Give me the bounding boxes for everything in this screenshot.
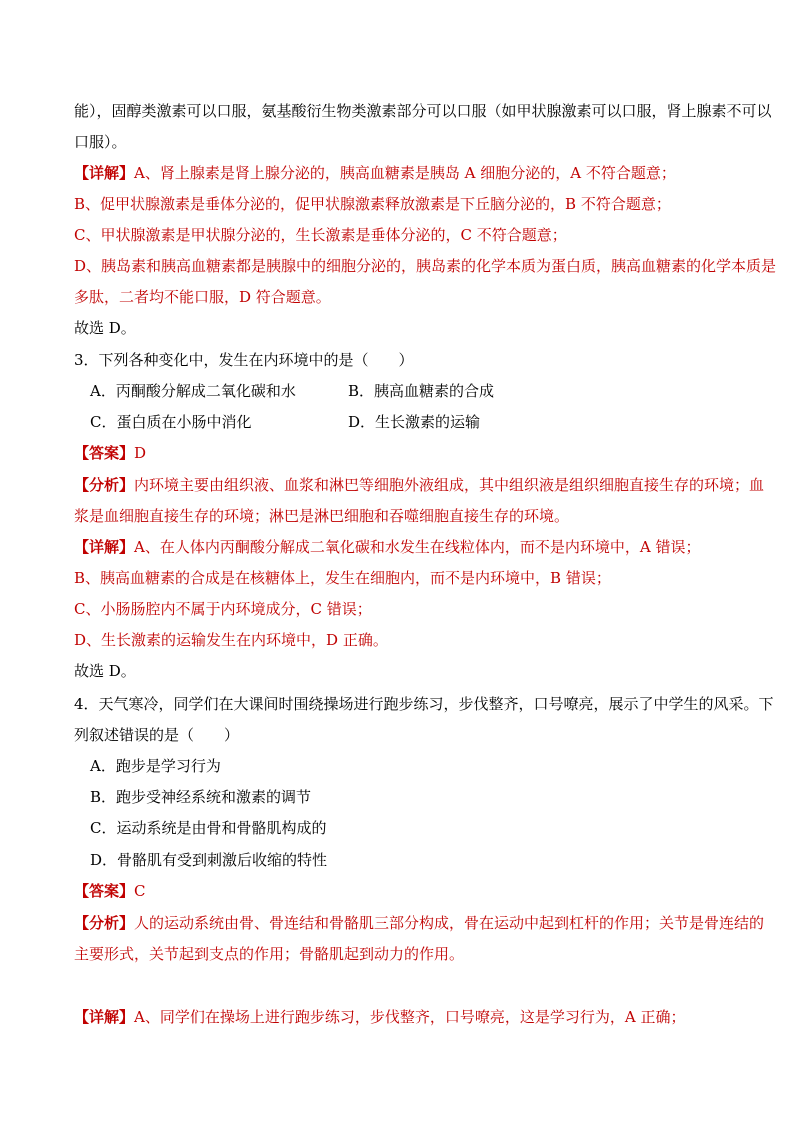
q3-stem: 3．下列各种变化中，发生在内环境中的是（ ） [74,351,414,369]
q4-option-a: A．跑步是学习行为 [90,757,221,775]
q2-conclusion: 故选 D。 [74,319,136,337]
q4-option-b: B．跑步受神经系统和激素的调节 [90,788,312,806]
q2-detail-c: C、甲状腺激素是甲状腺分泌的，生长激素是垂体分泌的，C 不符合题意； [74,226,567,244]
q3-conclusion: 故选 D。 [74,662,136,680]
q3-option-a: A．丙酮酸分解成二氧化碳和水 [90,382,296,400]
q2-explanation-line2: 口服）。 [74,133,127,151]
q3-option-d: D．生长激素的运输 [348,413,481,431]
q2-detail-d1: D、胰岛素和胰高血糖素都是胰腺中的细胞分泌的，胰岛素的化学本质为蛋白质，胰高血糖素的化学本质是 [74,257,777,275]
q3-detail-c: C、小肠肠腔内不属于内环境成分，C 错误； [74,600,372,618]
answer-tag: 【答案】 [74,882,135,900]
q2-detail-a [74,163,676,183]
q4-stem-line1: 4．天气寒冷，同学们在大课间时围绕操场进行跑步练习，步伐整齐，口号嘹亮，展示了中学生的风采。下 [74,695,774,713]
q4-answer [74,881,146,901]
q2-explanation-line1: 能），固醇类激素可以口服，氨基酸衍生物类激素部分可以口服（如甲状腺激素可以口服，肾上腺素不可以 [74,102,772,120]
q3-analysis-line1 [74,475,764,495]
q3-answer-value: D [134,444,147,462]
q3-option-c: C．蛋白质在小肠中消化 [90,413,252,431]
q3-analysis-line2: 浆是血细胞直接生存的环境；淋巴是淋巴细胞和吞噬细胞直接生存的环境。 [74,507,570,525]
q4-option-d: D．骨骼肌有受到刺激后收缩的特性 [90,851,328,869]
q3-detail-a [74,537,700,557]
q4-stem-line2: 列叙述错误的是（ ） [74,726,240,744]
analysis-tag: 【分析】 [74,476,135,494]
q3-analysis-text: 内环境主要由组织液、血浆和淋巴等细胞外液组成，其中组织液是组织细胞直接生存的环境；血 [134,476,765,494]
q4-analysis-line1 [74,913,764,933]
q4-analysis-line2: 主要形式，关节起到支点的作用；骨骼肌起到动力的作用。 [74,945,465,963]
q3-detail-b: B、胰高血糖素的合成是在核糖体上，发生在细胞内，而不是内环境中，B 错误； [74,569,611,587]
q2-detail-d2: 多肽，二者均不能口服，D 符合题意。 [74,288,331,306]
detail-tag: 【详解】 [74,164,135,182]
q3-detail-d: D、生长激素的运输发生在内环境中，D 正确。 [74,631,388,649]
answer-tag: 【答案】 [74,444,135,462]
q3-answer [74,443,146,463]
q4-option-c: C．运动系统是由骨和骨骼肌构成的 [90,819,327,837]
detail-tag: 【详解】 [74,1008,135,1026]
q3-option-b: B．胰高血糖素的合成 [348,382,495,400]
q2-detail-b: B、促甲状腺激素是垂体分泌的，促甲状腺激素释放激素是下丘脑分泌的，B 不符合题意； [74,195,671,213]
q4-answer-value: C [134,882,146,900]
q4-detail-a-text: A、同学们在操场上进行跑步练习，步伐整齐，口号嘹亮，这是学习行为，A 正确； [134,1008,686,1026]
detail-tag: 【详解】 [74,538,135,556]
analysis-tag: 【分析】 [74,914,135,932]
q2-detail-a-text: A、肾上腺素是肾上腺分泌的，胰高血糖素是胰岛 A 细胞分泌的，A 不符合题意； [134,164,676,182]
q3-detail-a-text: A、在人体内丙酮酸分解成二氧化碳和水发生在线粒体内，而不是内环境中，A 错误； [134,538,701,556]
q4-detail-a [74,1007,685,1027]
q4-analysis-text: 人的运动系统由骨、骨连结和骨骼肌三部分构成，骨在运动中起到杠杆的作用；关节是骨连结的 [134,914,765,932]
